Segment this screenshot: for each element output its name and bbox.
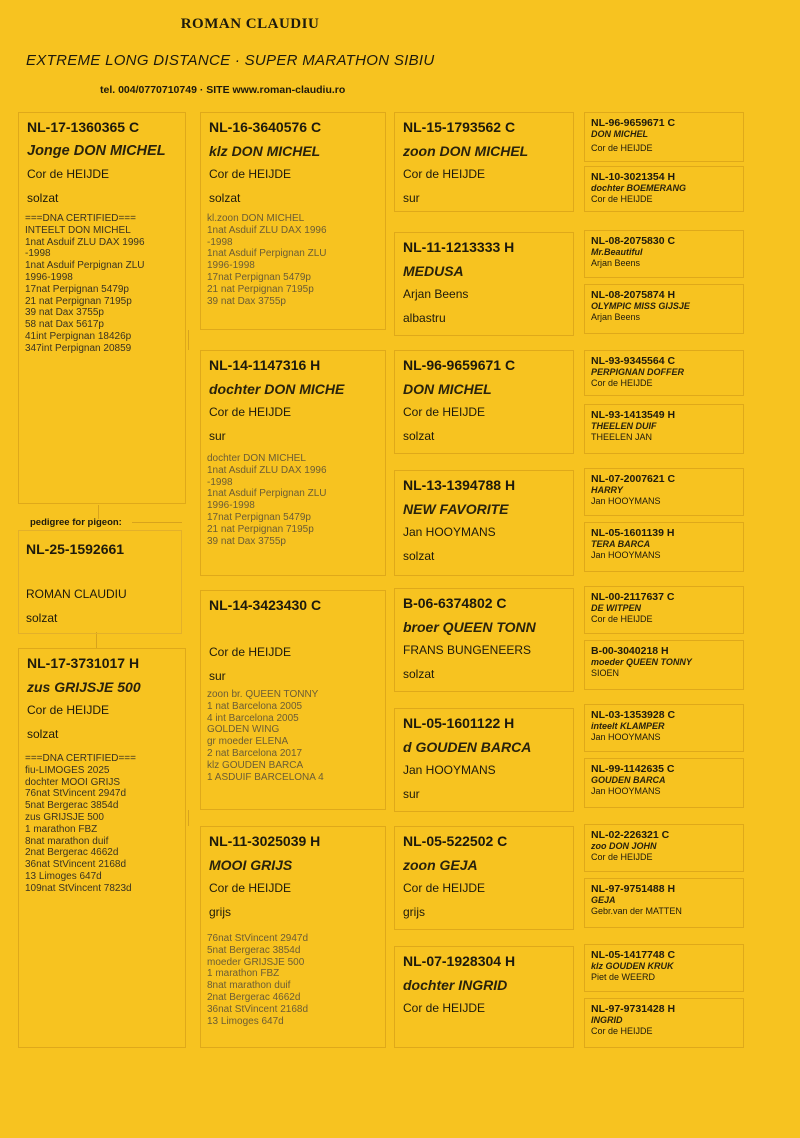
gen3-owner: Jan HOOYMANS	[403, 763, 496, 777]
subject-color: solzat	[26, 611, 58, 625]
gen4-ring-number: NL-08-2075830 C	[591, 235, 676, 247]
gen4-name: moeder QUEEN TONNY	[591, 657, 692, 667]
connector-line	[188, 330, 189, 350]
gen4-owner: Jan HOOYMANS	[591, 786, 661, 796]
gen4-name: TERA BARCA	[591, 539, 651, 549]
gen3-color: grijs	[403, 905, 426, 919]
gen2-ring-number: NL-14-3423430 C	[209, 597, 322, 613]
dam-name: zus GRIJSJE 500	[27, 679, 141, 695]
gen3-name: zoon GEJA	[403, 857, 478, 873]
gen4-ring-number: NL-02-226321 C	[591, 829, 670, 841]
gen4-card[interactable]	[584, 350, 744, 396]
dam-ring-number: NL-17-3731017 H	[27, 655, 140, 671]
gen3-ring-number: NL-11-1213333 H	[403, 239, 515, 255]
gen3-color: solzat	[403, 429, 435, 443]
gen4-owner: Cor de HEIJDE	[591, 194, 653, 204]
gen2-name: MOOI GRIJS	[209, 857, 293, 873]
gen2-owner: Cor de HEIJDE	[209, 881, 292, 895]
gen2-color: sur	[209, 429, 226, 443]
sire-ring-number: NL-17-1360365 C	[27, 119, 140, 135]
gen4-owner: Gebr.van der MATTEN	[591, 906, 682, 916]
gen4-card[interactable]	[584, 404, 744, 454]
gen4-name: GOUDEN BARCA	[591, 775, 666, 785]
sire-owner: Cor de HEIJDE	[27, 167, 110, 181]
gen4-ring-number: NL-97-9731428 H	[591, 1003, 676, 1015]
gen3-owner: Arjan Beens	[403, 287, 469, 301]
gen2-owner: Cor de HEIJDE	[209, 167, 292, 181]
dam-color: solzat	[27, 727, 59, 741]
gen3-color: albastru	[403, 311, 446, 325]
gen4-card[interactable]	[584, 824, 744, 872]
gen4-name: THEELEN DUIF	[591, 421, 657, 431]
gen3-ring-number: NL-05-522502 C	[403, 833, 508, 849]
gen2-card[interactable]	[200, 350, 386, 576]
gen4-card[interactable]	[584, 112, 744, 162]
gen4-card[interactable]	[584, 230, 744, 278]
gen4-ring-number: NL-05-1601139 H	[591, 527, 675, 539]
gen4-owner: Cor de HEIJDE	[591, 143, 653, 153]
sire-notes: ===DNA CERTIFIED=== INTEELT DON MICHEL 1nat Asduif ZLU DAX 1996 -1998 1nat Asduif Perpignan ZLU 1996-1998 17nat Perpignan 5479p 21 nat Perpignan 7195p 39 nat Dax 3755p 58 nat Dax 5617p 41int Perpignan 18426p 347int Perpignan 20859	[25, 213, 145, 354]
gen4-name: GEJA	[591, 895, 616, 905]
gen2-name: dochter DON MICHE	[209, 381, 345, 397]
gen3-color: sur	[403, 191, 420, 205]
sire-color: solzat	[27, 191, 59, 205]
connector-line	[132, 522, 182, 523]
gen4-card[interactable]	[584, 704, 744, 752]
gen4-name: OLYMPIC MISS GIJSJE	[591, 301, 690, 311]
gen4-ring-number: NL-08-2075874 H	[591, 289, 676, 301]
gen3-color: solzat	[403, 667, 435, 681]
gen3-card[interactable]	[394, 470, 574, 576]
gen4-ring-number: NL-03-1353928 C	[591, 709, 676, 721]
connector-line	[96, 632, 97, 648]
gen3-card[interactable]	[394, 112, 574, 212]
gen3-ring-number: B-06-6374802 C	[403, 595, 507, 611]
gen4-owner: Arjan Beens	[591, 258, 641, 268]
breeder-tagline: EXTREME LONG DISTANCE · SUPER MARATHON SIBIU	[26, 52, 435, 69]
gen2-color: solzat	[209, 191, 241, 205]
gen4-card[interactable]	[584, 284, 744, 334]
gen3-ring-number: NL-05-1601122 H	[403, 715, 515, 731]
gen3-owner: Cor de HEIJDE	[403, 167, 486, 181]
breeder-name: ROMAN CLAUDIU	[180, 16, 320, 32]
gen4-name: klz GOUDEN KRUK	[591, 961, 674, 971]
gen4-card[interactable]	[584, 998, 744, 1048]
gen4-ring-number: NL-07-2007621 C	[591, 473, 676, 485]
gen2-ring-number: NL-16-3640576 C	[209, 119, 322, 135]
subject-ring-number: NL-25-1592661	[26, 541, 125, 557]
dam-notes: ===DNA CERTIFIED=== fiu-LIMOGES 2025 dochter MOOI GRIJS 76nat StVincent 2947d 5nat Bergerac 3854d zus GRIJSJE 500 1 marathon FBZ 8nat marathon duif 2nat Bergerac 4662d 36nat StVincent 2168d 13 Limoges 647d 109nat StVincent 7823d	[25, 753, 136, 894]
gen4-owner: Cor de HEIJDE	[591, 614, 653, 624]
gen4-name: DE WITPEN	[591, 603, 642, 613]
gen4-card[interactable]	[584, 758, 744, 808]
gen3-color: solzat	[403, 549, 435, 563]
gen3-name: broer QUEEN TONN	[403, 619, 536, 635]
gen4-name: PERPIGNAN DOFFER	[591, 367, 685, 377]
gen4-owner: Jan HOOYMANS	[591, 550, 661, 560]
gen4-name: zoo DON JOHN	[591, 841, 657, 851]
gen2-notes: zoon br. QUEEN TONNY 1 nat Barcelona 2005 4 int Barcelona 2005 GOLDEN WING gr moeder ELENA 2 nat Barcelona 2017 klz GOUDEN BARCA 1 ASDUIF BARCELONA 4	[207, 689, 324, 783]
gen3-owner: Cor de HEIJDE	[403, 405, 486, 419]
gen2-color: grijs	[209, 905, 232, 919]
gen4-ring-number: NL-96-9659671 C	[591, 117, 676, 129]
gen3-card[interactable]	[394, 708, 574, 812]
gen4-card[interactable]	[584, 522, 744, 572]
gen4-name: DON MICHEL	[591, 129, 648, 139]
gen3-card[interactable]	[394, 588, 574, 692]
gen2-owner: Cor de HEIJDE	[209, 645, 292, 659]
gen4-owner: Arjan Beens	[591, 312, 641, 322]
gen3-color: sur	[403, 787, 420, 801]
gen2-card[interactable]	[200, 826, 386, 1048]
gen4-ring-number: NL-93-9345564 C	[591, 355, 676, 367]
gen3-ring-number: NL-15-1793562 C	[403, 119, 516, 135]
pedigree-label: pedigree for pigeon:	[30, 517, 122, 528]
gen3-owner: Jan HOOYMANS	[403, 525, 496, 539]
gen4-card[interactable]	[584, 468, 744, 516]
gen3-name: d GOUDEN BARCA	[403, 739, 532, 755]
gen4-card[interactable]	[584, 944, 744, 992]
gen4-owner: THEELEN JAN	[591, 432, 653, 442]
gen3-owner: Cor de HEIJDE	[403, 1001, 486, 1015]
sire-card[interactable]	[18, 112, 186, 504]
gen3-name: zoon DON MICHEL	[403, 143, 529, 159]
gen4-ring-number: NL-93-1413549 H	[591, 409, 676, 421]
gen2-ring-number: NL-14-1147316 H	[209, 357, 321, 373]
sire-name: Jonge DON MICHEL	[27, 143, 166, 159]
gen4-owner: Jan HOOYMANS	[591, 496, 661, 506]
gen2-notes: dochter DON MICHEL 1nat Asduif ZLU DAX 1996 -1998 1nat Asduif Perpignan ZLU 1996-1998 17nat Perpignan 5479p 21 nat Perpignan 7195p 39 nat Dax 3755p	[207, 453, 327, 547]
gen2-notes: 76nat StVincent 2947d 5nat Bergerac 3854d moeder GRIJSJE 500 1 marathon FBZ 8nat marathon duif 2nat Bergerac 4662d 36nat StVincent 2168d 13 Limoges 647d	[207, 933, 309, 1027]
subject-owner: ROMAN CLAUDIU	[26, 587, 127, 601]
gen3-owner: FRANS BUNGENEERS	[403, 643, 532, 657]
dam-card[interactable]	[18, 648, 186, 1048]
gen3-name: DON MICHEL	[403, 381, 492, 397]
gen2-notes: kl.zoon DON MICHEL 1nat Asduif ZLU DAX 1996 -1998 1nat Asduif Perpignan ZLU 1996-1998 17nat Perpignan 5479p 21 nat Perpignan 7195p 39 nat Dax 3755p	[207, 213, 327, 307]
gen4-card[interactable]	[584, 166, 744, 212]
gen2-owner: Cor de HEIJDE	[209, 405, 292, 419]
gen3-ring-number: NL-96-9659671 C	[403, 357, 516, 373]
gen3-card[interactable]	[394, 232, 574, 336]
gen4-owner: Cor de HEIJDE	[591, 1026, 653, 1036]
gen4-card[interactable]	[584, 586, 744, 634]
dam-owner: Cor de HEIJDE	[27, 703, 110, 717]
gen2-card[interactable]	[200, 590, 386, 810]
gen4-name: dochter BOEMERANG	[591, 183, 687, 193]
gen4-ring-number: NL-05-1417748 C	[591, 949, 676, 961]
gen4-owner: Piet de WEERD	[591, 972, 656, 982]
gen2-color: sur	[209, 669, 226, 683]
gen3-card[interactable]	[394, 826, 574, 930]
gen4-ring-number: NL-97-9751488 H	[591, 883, 676, 895]
gen3-name: dochter INGRID	[403, 977, 508, 993]
gen4-owner: Jan HOOYMANS	[591, 732, 661, 742]
gen4-ring-number: NL-99-1142635 C	[591, 763, 675, 775]
gen4-ring-number: NL-10-3021354 H	[591, 171, 676, 183]
gen3-name: MEDUSA	[403, 263, 464, 279]
gen4-card[interactable]	[584, 878, 744, 928]
gen3-ring-number: NL-07-1928304 H	[403, 953, 516, 969]
gen3-owner: Cor de HEIJDE	[403, 881, 486, 895]
connector-line	[188, 810, 189, 826]
gen2-card[interactable]	[200, 112, 386, 330]
gen4-name: inteelt KLAMPER	[591, 721, 665, 731]
gen3-name: NEW FAVORITE	[403, 501, 509, 517]
gen4-owner: Cor de HEIJDE	[591, 852, 653, 862]
gen3-card[interactable]	[394, 350, 574, 454]
gen4-name: INGRID	[591, 1015, 623, 1025]
gen3-ring-number: NL-13-1394788 H	[403, 477, 516, 493]
gen4-name: HARRY	[591, 485, 623, 495]
gen2-ring-number: NL-11-3025039 H	[209, 833, 321, 849]
gen4-owner: SIOEN	[591, 668, 620, 678]
gen3-card[interactable]	[394, 946, 574, 1048]
breeder-contact: tel. 004/0770710749 · SITE www.roman-claudiu.ro	[100, 84, 346, 96]
gen4-owner: Cor de HEIJDE	[591, 378, 653, 388]
gen4-ring-number: B-00-3040218 H	[591, 645, 669, 657]
gen2-name: klz DON MICHEL	[209, 143, 321, 159]
gen4-name: Mr.Beautiful	[591, 247, 643, 257]
gen4-card[interactable]	[584, 640, 744, 690]
gen4-ring-number: NL-00-2117637 C	[591, 591, 675, 603]
